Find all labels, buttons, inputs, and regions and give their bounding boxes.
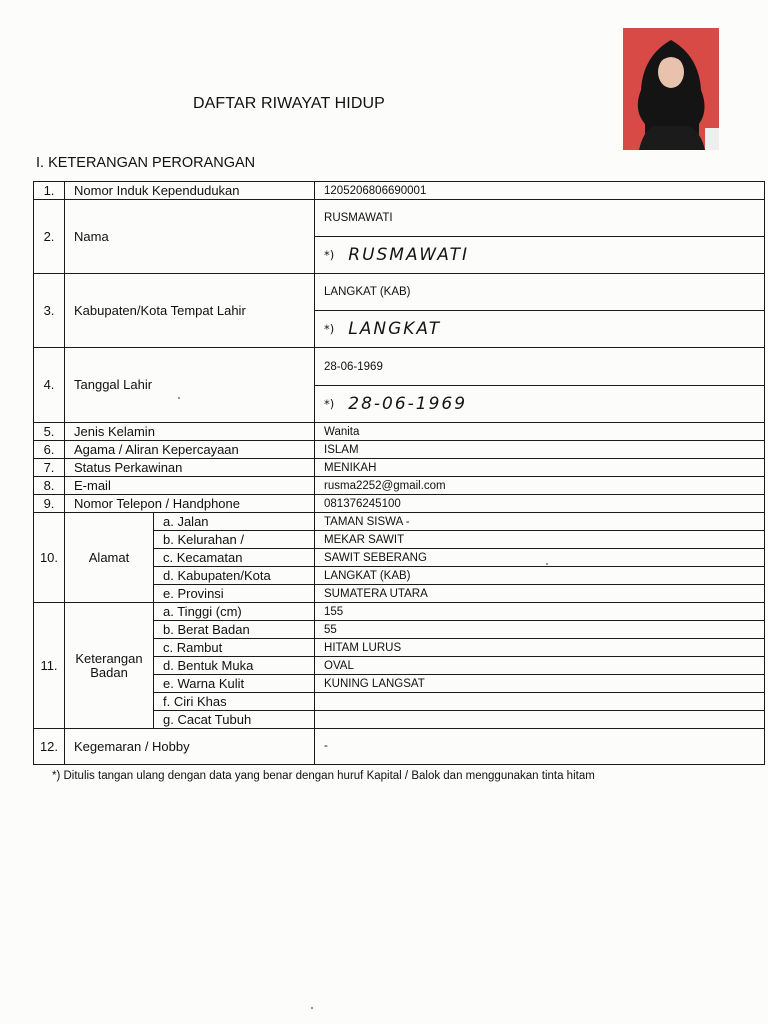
row-value: LANGKAT (KAB)	[315, 274, 765, 311]
row-label: Tanggal Lahir	[65, 348, 315, 423]
handwritten-field	[315, 386, 765, 423]
row-number: 3.	[34, 274, 65, 348]
scan-speck	[546, 563, 548, 565]
row-value: MENIKAH	[315, 459, 765, 477]
row-label: Keterangan Badan	[65, 603, 154, 729]
row-value: 155	[315, 603, 765, 621]
sub-label: b. Kelurahan /	[154, 531, 315, 549]
sub-label: c. Kecamatan	[154, 549, 315, 567]
table-row	[34, 200, 765, 237]
table-row	[34, 423, 765, 441]
handwritten-value: LANGKAT	[348, 318, 442, 339]
row-value: -	[315, 729, 765, 765]
row-number: 1.	[34, 182, 65, 200]
handwritten-field	[315, 311, 765, 348]
row-label: Kabupaten/Kota Tempat Lahir	[65, 274, 315, 348]
table-row	[34, 477, 765, 495]
row-number: 8.	[34, 477, 65, 495]
row-number: 5.	[34, 423, 65, 441]
sub-label: e. Provinsi	[154, 585, 315, 603]
row-value: TAMAN SISWA -	[315, 513, 765, 531]
footnote: *) Ditulis tangan ulang dengan data yang benar dengan huruf Kapital / Balok dan menggunakan tinta hitam	[52, 770, 595, 782]
table-row	[34, 513, 765, 531]
row-number: 9.	[34, 495, 65, 513]
table-row	[34, 348, 765, 386]
row-value	[315, 693, 765, 711]
profile-photo	[623, 28, 719, 150]
row-label: Nomor Induk Kependudukan	[65, 182, 315, 200]
document-title: DAFTAR RIWAYAT HIDUP	[193, 95, 385, 112]
row-value: SAWIT SEBERANG	[315, 549, 765, 567]
row-number: 11.	[34, 603, 65, 729]
row-value: ISLAM	[315, 441, 765, 459]
handwritten-value: RUSMAWATI	[348, 244, 470, 265]
asterisk-mark: *)	[324, 321, 335, 336]
section-heading: I. KETERANGAN PERORANGAN	[36, 155, 256, 171]
row-value: MEKAR SAWIT	[315, 531, 765, 549]
row-value	[315, 711, 765, 729]
biodata-table	[33, 181, 765, 765]
sub-label: b. Berat Badan	[154, 621, 315, 639]
row-label: Kegemaran / Hobby	[65, 729, 315, 765]
table-row	[34, 495, 765, 513]
row-number: 2.	[34, 200, 65, 274]
row-label: Alamat	[65, 513, 154, 603]
row-value: RUSMAWATI	[315, 200, 765, 237]
handwritten-field	[315, 237, 765, 274]
row-value: rusma2252@gmail.com	[315, 477, 765, 495]
sub-label: g. Cacat Tubuh	[154, 711, 315, 729]
table-row	[34, 603, 765, 621]
table-row	[34, 274, 765, 311]
scan-speck	[178, 397, 180, 399]
row-value: OVAL	[315, 657, 765, 675]
table-row	[34, 459, 765, 477]
sub-label: a. Tinggi (cm)	[154, 603, 315, 621]
row-value: SUMATERA UTARA	[315, 585, 765, 603]
row-label: Agama / Aliran Kepercayaan	[65, 441, 315, 459]
row-value: HITAM LURUS	[315, 639, 765, 657]
row-number: 10.	[34, 513, 65, 603]
row-value: 081376245100	[315, 495, 765, 513]
table-row	[34, 729, 765, 765]
sub-label: e. Warna Kulit	[154, 675, 315, 693]
row-number: 12.	[34, 729, 65, 765]
row-value: Wanita	[315, 423, 765, 441]
row-number: 6.	[34, 441, 65, 459]
row-number: 4.	[34, 348, 65, 423]
handwritten-value: 28-06-1969	[348, 393, 468, 414]
row-label: Status Perkawinan	[65, 459, 315, 477]
row-label: Jenis Kelamin	[65, 423, 315, 441]
row-value: 28-06-1969	[315, 348, 765, 386]
row-label: Nama	[65, 200, 315, 274]
sub-label: f. Ciri Khas	[154, 693, 315, 711]
asterisk-mark: *)	[324, 396, 335, 411]
row-label: E-mail	[65, 477, 315, 495]
asterisk-mark: *)	[324, 247, 335, 262]
row-value: 55	[315, 621, 765, 639]
scan-speck	[311, 1007, 313, 1009]
sub-label: d. Bentuk Muka	[154, 657, 315, 675]
table-row	[34, 441, 765, 459]
row-label: Nomor Telepon / Handphone	[65, 495, 315, 513]
table-row	[34, 182, 765, 200]
row-value: KUNING LANGSAT	[315, 675, 765, 693]
sub-label: a. Jalan	[154, 513, 315, 531]
person-photo-icon	[623, 28, 719, 150]
row-value: 1205206806690001	[315, 182, 765, 200]
row-number: 7.	[34, 459, 65, 477]
row-value: LANGKAT (KAB)	[315, 567, 765, 585]
sub-label: d. Kabupaten/Kota	[154, 567, 315, 585]
sub-label: c. Rambut	[154, 639, 315, 657]
